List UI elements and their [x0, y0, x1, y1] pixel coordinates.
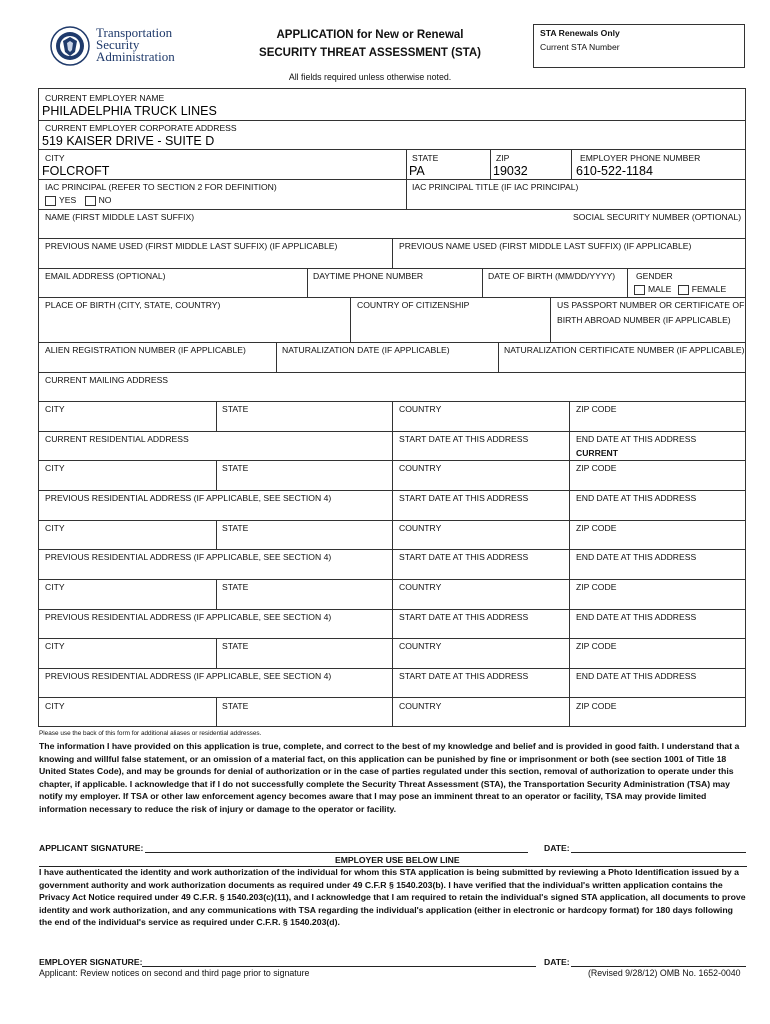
iac-title-label: IAC PRINCIPAL TITLE (IF IAC PRINCIPAL) [412, 182, 579, 192]
gender-label: GENDER [636, 271, 673, 281]
form-subtitle: All fields required unless otherwise noted. [288, 72, 452, 82]
employer-name-input[interactable]: PHILADELPHIA TRUCK LINES [42, 104, 217, 118]
previous-country-label-2: COUNTRY [399, 582, 442, 592]
gender-options [634, 284, 726, 295]
passport-label-line-1: US PASSPORT NUMBER OR CERTIFICATE OF [557, 300, 745, 310]
iac-yes-label: YES [59, 195, 77, 205]
divider [38, 209, 746, 210]
divider [498, 342, 499, 372]
employer-state-label: STATE [412, 153, 439, 163]
divider [216, 638, 217, 668]
divider [38, 297, 746, 298]
applicant-signature-line[interactable] [145, 852, 528, 853]
previous-zip-label-2: ZIP CODE [576, 582, 617, 592]
daytime-phone-label: DAYTIME PHONE NUMBER [313, 271, 424, 281]
employer-address-input[interactable]: 519 KAISER DRIVE - SUITE D [42, 134, 215, 148]
employer-date-label: DATE: [544, 957, 570, 967]
divider [392, 238, 393, 268]
agency-line-3: Administration [96, 49, 175, 64]
iac-no-checkbox[interactable] [85, 196, 96, 206]
previous-city-label-4: CITY [45, 701, 65, 711]
employer-phone-label: EMPLOYER PHONE NUMBER [580, 153, 701, 163]
previous-start-date-label-4: START DATE AT THIS ADDRESS [399, 671, 529, 681]
employer-zip-label: ZIP [496, 153, 510, 163]
female-checkbox[interactable] [678, 285, 689, 295]
email-label: EMAIL ADDRESS (OPTIONAL) [45, 271, 166, 281]
divider [307, 268, 308, 297]
previous-state-label-4: STATE [222, 701, 249, 711]
current-residential-label: CURRENT RESIDENTIAL ADDRESS [45, 434, 189, 444]
previous-start-date-label-2: START DATE AT THIS ADDRESS [399, 552, 529, 562]
previous-name-label-2: PREVIOUS NAME USED (FIRST MIDDLE LAST SUFFIX) (IF APPLICABLE) [399, 241, 692, 251]
previous-zip-label-3: ZIP CODE [576, 641, 617, 651]
title-line-1: APPLICATION for New or Renewal [276, 29, 464, 41]
employer-certification-statement: I have authenticated the identity and work authorization of the individual for whom this STA application is being submitted by reviewing a Photo Identification issued by a government authority and work authorization documents as required under 49 C.F.R § 1540.203(b). I have verified that the individual's written application contains the Privacy Act Notice required under 49 C.F.R. § 1540.203(c)(11), and I acknowledge that I am required to retain the individual's signed STA application, all documents to prove identity and work authorization, and any communications with TSA regarding the individual's application (either in electronic or hardcopy format) for 180 days following the end of the individual's service as required under C.F.R. § 1540.203(d). [39, 867, 746, 928]
mailing-country-label: COUNTRY [399, 404, 442, 414]
previous-city-label-2: CITY [45, 582, 65, 592]
residential-country-label: COUNTRY [399, 463, 442, 473]
divider [571, 149, 572, 179]
current-sta-number-field[interactable]: Current STA Number [540, 42, 620, 52]
divider [216, 460, 217, 490]
applicant-signature-label: APPLICANT SIGNATURE: [39, 843, 144, 853]
divider [482, 268, 483, 297]
previous-zip-label-4: ZIP CODE [576, 701, 617, 711]
divider [490, 149, 491, 179]
applicant-certification-statement: The information I have provided on this application is true, complete, and correct to the best of my knowledge and belief and is provided in good faith. I understand that a knowing and willful false statement, or an omission of a material fact, on this application can be punished by fine or imprisonment or both (see section 1001 of Title 18 United States Code), and may be grounds for denial of authorization or in the case of parties regulated under this section, removal of authorization to operate under this chapter, if applicable. I acknowledge that if I do not successfully complete the Security Threat Assessment (STA), the Transportation Security Administration (TSA) may notify my employer. If TSA or other law enforcement agency becomes aware that I may pose an imminent threat to an operator or facility, TSA may provide limited information necessary to reduce the risk of injury or damage to the operator or facility. [39, 741, 740, 814]
naturalization-certificate-label: NATURALIZATION CERTIFICATE NUMBER (IF APPLICABLE) [504, 345, 745, 355]
divider [38, 149, 746, 150]
place-of-birth-label: PLACE OF BIRTH (CITY, STATE, COUNTRY) [45, 300, 221, 310]
iac-principal-label: IAC PRINCIPAL (REFER TO SECTION 2 FOR DEFINITION) [45, 182, 277, 192]
employer-use-heading: EMPLOYER USE BELOW LINE [335, 855, 460, 865]
alien-registration-label: ALIEN REGISTRATION NUMBER (IF APPLICABLE) [45, 345, 246, 355]
divider [569, 401, 570, 727]
divider [392, 401, 393, 727]
employer-city-label: CITY [45, 153, 65, 163]
employer-address-label: CURRENT EMPLOYER CORPORATE ADDRESS [45, 123, 237, 133]
mailing-address-label: CURRENT MAILING ADDRESS [45, 375, 169, 385]
previous-residential-label-3: PREVIOUS RESIDENTIAL ADDRESS (IF APPLICABLE, SEE SECTION 4) [45, 612, 332, 622]
previous-state-label-1: STATE [222, 523, 249, 533]
previous-country-label-3: COUNTRY [399, 641, 442, 651]
review-notice: Applicant: Review notices on second and third page prior to signature [39, 968, 310, 978]
mailing-state-label: STATE [222, 404, 249, 414]
employer-state-input[interactable]: PA [409, 164, 425, 178]
previous-start-date-label-3: START DATE AT THIS ADDRESS [399, 612, 529, 622]
title-line-2: SECURITY THREAT ASSESSMENT (STA) [259, 47, 481, 59]
divider [38, 268, 746, 269]
divider [38, 342, 746, 343]
renewal-title: STA Renewals Only [540, 28, 620, 38]
previous-zip-label-1: ZIP CODE [576, 523, 617, 533]
previous-name-label-1: PREVIOUS NAME USED (FIRST MIDDLE LAST SUFFIX) (IF APPLICABLE) [45, 241, 338, 251]
divider [38, 372, 746, 373]
employer-signature-line[interactable] [142, 966, 536, 967]
current-start-date-label: START DATE AT THIS ADDRESS [399, 434, 529, 444]
previous-residential-label-2: PREVIOUS RESIDENTIAL ADDRESS (IF APPLICABLE, SEE SECTION 4) [45, 552, 332, 562]
previous-end-date-label-3: END DATE AT THIS ADDRESS [576, 612, 697, 622]
previous-country-label-1: COUNTRY [399, 523, 442, 533]
iac-yes-checkbox[interactable] [45, 196, 56, 206]
divider [216, 401, 217, 431]
employer-signature-label: EMPLOYER SIGNATURE: [39, 957, 143, 967]
male-checkbox[interactable] [634, 285, 645, 295]
mailing-zip-label: ZIP CODE [576, 404, 617, 414]
divider [216, 697, 217, 727]
renewal-box [533, 24, 745, 68]
agency-line-2: Security [96, 37, 140, 52]
revision-info: (Revised 9/28/12) OMB No. 1652-0040 [588, 968, 741, 978]
previous-start-date-label-1: START DATE AT THIS ADDRESS [399, 493, 529, 503]
residential-state-label: STATE [222, 463, 249, 473]
previous-city-label-1: CITY [45, 523, 65, 533]
employer-name-label: CURRENT EMPLOYER NAME [45, 93, 165, 103]
iac-principal-options [45, 195, 111, 206]
ssn-label: SOCIAL SECURITY NUMBER (OPTIONAL) [573, 212, 742, 222]
applicant-name-label: NAME (FIRST MIDDLE LAST SUFFIX) [45, 212, 195, 222]
applicant-date-line[interactable] [571, 852, 746, 853]
employer-city-input[interactable]: FOLCROFT [42, 164, 110, 178]
divider [350, 297, 351, 342]
divider [216, 579, 217, 609]
divider [627, 268, 628, 297]
applicant-date-label: DATE: [544, 843, 570, 853]
residential-zip-label: ZIP CODE [576, 463, 617, 473]
divider [406, 149, 407, 209]
current-end-date-label: END DATE AT THIS ADDRESS [576, 434, 697, 444]
previous-end-date-label-4: END DATE AT THIS ADDRESS [576, 671, 697, 681]
previous-residential-label-1: PREVIOUS RESIDENTIAL ADDRESS (IF APPLICABLE, SEE SECTION 4) [45, 493, 332, 503]
back-of-form-note: Please use the back of this form for additional aliases or residential addresses. [39, 730, 262, 737]
agency-name [96, 27, 175, 63]
previous-state-label-3: STATE [222, 641, 249, 651]
residential-city-label: CITY [45, 463, 65, 473]
tsa-seal [50, 26, 90, 66]
divider [216, 520, 217, 549]
previous-end-date-label-1: END DATE AT THIS ADDRESS [576, 493, 697, 503]
previous-city-label-3: CITY [45, 641, 65, 651]
divider [550, 297, 551, 342]
mailing-city-label: CITY [45, 404, 65, 414]
employer-date-line[interactable] [571, 966, 746, 967]
passport-label-line-2: BIRTH ABROAD NUMBER (IF APPLICABLE) [557, 315, 731, 325]
previous-end-date-label-2: END DATE AT THIS ADDRESS [576, 552, 697, 562]
divider [276, 342, 277, 372]
current-end-date-value: CURRENT [576, 448, 619, 458]
citizenship-label: COUNTRY OF CITIZENSHIP [357, 300, 470, 310]
divider [38, 179, 746, 180]
previous-residential-label-4: PREVIOUS RESIDENTIAL ADDRESS (IF APPLICABLE, SEE SECTION 4) [45, 671, 332, 681]
iac-no-label: NO [98, 195, 112, 205]
female-label: FEMALE [691, 284, 727, 294]
naturalization-date-label: NATURALIZATION DATE (IF APPLICABLE) [282, 345, 450, 355]
dob-label: DATE OF BIRTH (MM/DD/YYYY) [488, 271, 616, 281]
divider [38, 120, 746, 121]
employer-phone-input[interactable]: 610-522-1184 [576, 164, 653, 178]
previous-country-label-4: COUNTRY [399, 701, 442, 711]
previous-state-label-2: STATE [222, 582, 249, 592]
employer-zip-input[interactable]: 19032 [493, 164, 528, 178]
form-title [250, 26, 490, 62]
agency-line-1: Transportation [96, 25, 173, 40]
male-label: MALE [648, 284, 672, 294]
